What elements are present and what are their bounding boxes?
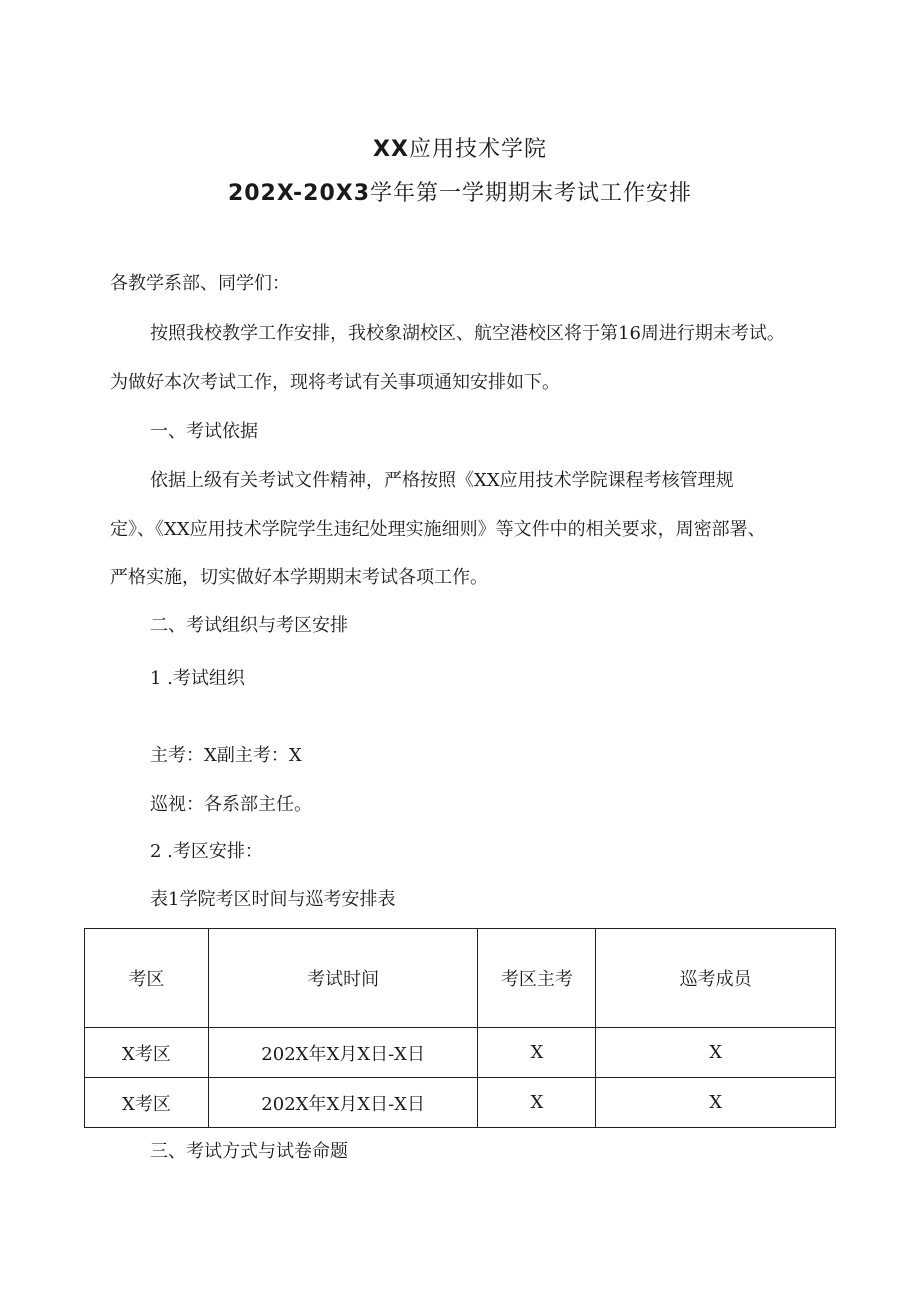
intro-paragraph-line: 按照我校教学工作安排，我校象湖校区、航空港校区将于第16周进行期末考试。	[150, 323, 785, 344]
paragraph-line: 定》、《XX应用技术学院学生违纪处理实施细则》等文件中的相关要求，周密部署、	[110, 519, 766, 540]
subsection-heading: 1 .考试组织	[150, 668, 245, 689]
exam-schedule-table	[84, 928, 836, 1128]
subsection-heading: 2 .考区安排：	[150, 841, 263, 862]
table-cell: X	[478, 1028, 596, 1078]
section-heading: 二、考试组织与考区安排	[150, 615, 348, 636]
table-row	[85, 1028, 836, 1078]
title-text-part: 学年第一学期期末考试工作安排	[370, 181, 693, 206]
document-title-line2	[0, 176, 920, 207]
table-cell: X	[596, 1028, 836, 1078]
table-cell: X考区	[85, 1028, 209, 1078]
table-cell: 202X年X月X日-X日	[208, 1028, 478, 1078]
table-caption: 表1学院考区时间与巡考安排表	[150, 889, 396, 910]
patrol-line: 巡视：各系部主任。	[150, 794, 312, 815]
salutation: 各教学系部、同学们：	[110, 273, 290, 294]
table-cell: X考区	[85, 1078, 209, 1128]
table-header-cell: 考区主考	[478, 929, 596, 1028]
table-cell: X	[478, 1078, 596, 1128]
examiners-line: 主考：X副主考：X	[150, 745, 302, 766]
table-header-cell: 巡考成员	[596, 929, 836, 1028]
document-title-line1	[0, 132, 920, 163]
intro-paragraph-line: 为做好本次考试工作，现将考试有关事项通知安排如下。	[110, 372, 560, 393]
paragraph-line: 依据上级有关考试文件精神，严格按照《XX应用技术学院课程考核管理规	[150, 470, 734, 491]
table-cell: X	[596, 1078, 836, 1128]
section-heading: 一、考试依据	[150, 421, 258, 442]
table-header-cell: 考区	[85, 929, 209, 1028]
table-header-cell: 考试时间	[208, 929, 478, 1028]
table-cell: 202X年X月X日-X日	[208, 1078, 478, 1128]
section-heading: 三、考试方式与试卷命题	[150, 1141, 348, 1162]
title-bold-part: XX	[373, 137, 409, 162]
table-row	[85, 1078, 836, 1128]
title-text-part: 应用技术学院	[408, 137, 547, 162]
table-header-row	[85, 929, 836, 1028]
title-bold-part: 202X-20X3	[227, 181, 371, 206]
paragraph-line: 严格实施，切实做好本学期期末考试各项工作。	[110, 567, 488, 588]
